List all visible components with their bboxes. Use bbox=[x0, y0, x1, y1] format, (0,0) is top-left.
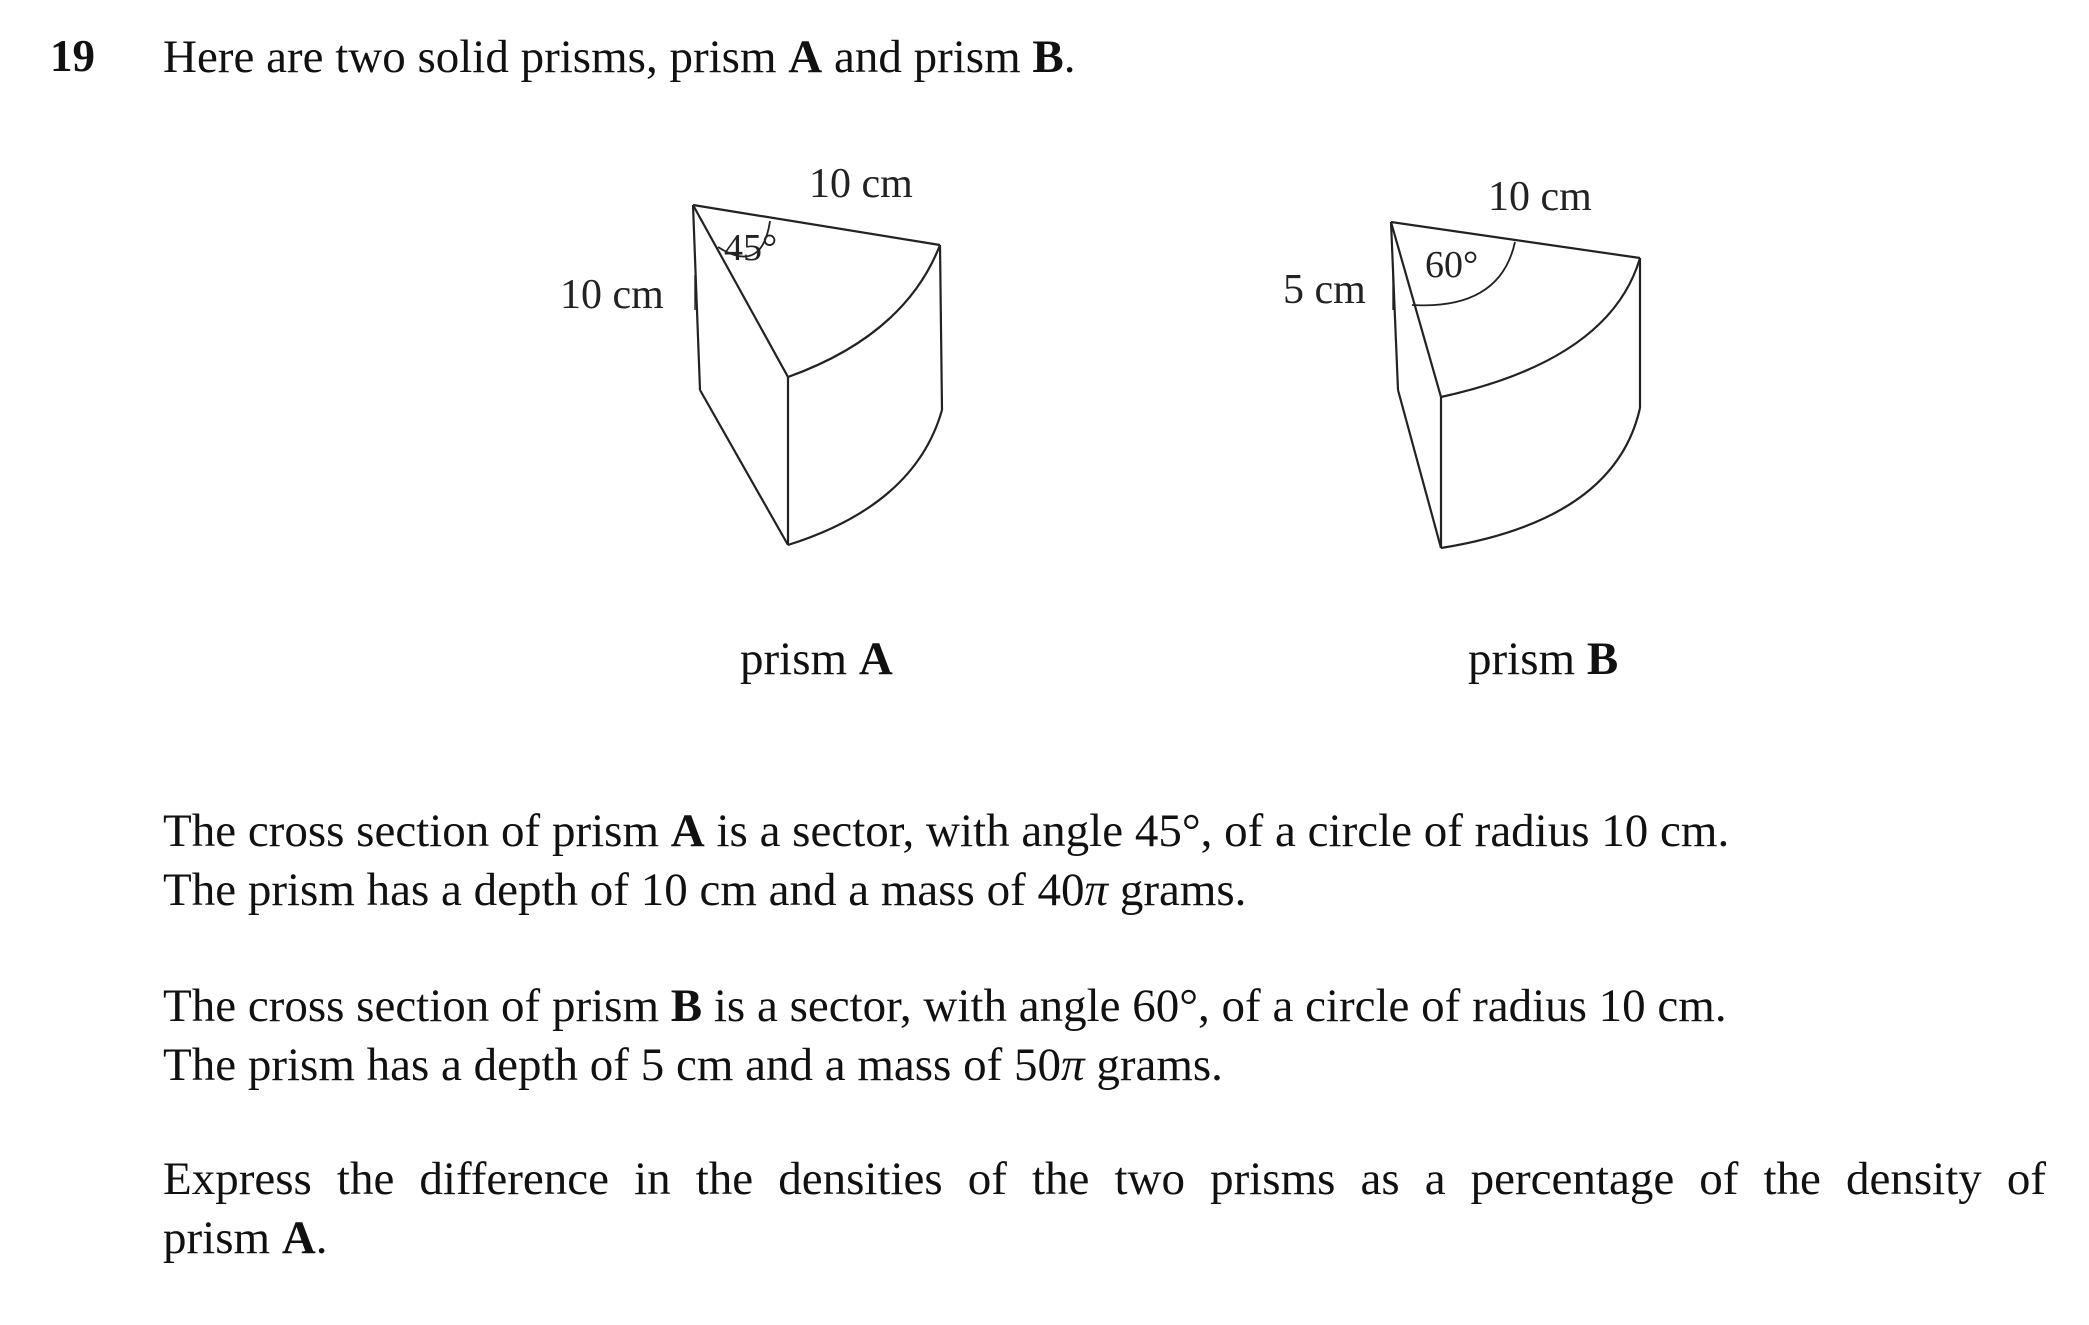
task-line-1: Express the difference in the densities of the two prisms as a percentage of the density of bbox=[163, 1153, 2046, 1205]
paragraph-a-line-1-letter: A bbox=[670, 805, 705, 857]
intro-text-start: Here are two solid prisms, prism bbox=[163, 31, 789, 83]
task-line-2 bbox=[163, 1209, 2046, 1268]
paragraph-a-line-2-end: grams. bbox=[1108, 864, 1247, 916]
prism-a-top-label: 10 cm bbox=[809, 161, 913, 207]
task-line-2-end: . bbox=[315, 1212, 328, 1264]
prism-a-caption bbox=[740, 633, 893, 685]
prism-a-bottom-arc bbox=[788, 410, 942, 545]
paragraph-b-line-2 bbox=[163, 1036, 1727, 1095]
prism-b-bottom-arc bbox=[1441, 408, 1640, 548]
paragraph-prism-a bbox=[163, 802, 1729, 920]
task-line-2-start: prism bbox=[163, 1212, 282, 1264]
task-instruction bbox=[163, 1150, 2046, 1268]
paragraph-b-line-2-end: grams. bbox=[1084, 1039, 1223, 1091]
prism-a-bottom-radius bbox=[700, 390, 788, 545]
prism-b-side-label: 5 cm bbox=[1283, 267, 1366, 313]
prism-a-angle-label: 45° bbox=[724, 227, 778, 269]
prism-b-caption-letter: B bbox=[1586, 633, 1619, 685]
prism-b-back-edge bbox=[1391, 222, 1398, 390]
prism-a-side-label: 10 cm bbox=[560, 272, 664, 318]
prism-a-caption-letter: A bbox=[858, 633, 893, 685]
prism-b-top-label: 10 cm bbox=[1488, 174, 1592, 220]
paragraph-a-line-2 bbox=[163, 861, 1729, 920]
paragraph-b-line-1-start: The cross section of prism bbox=[163, 980, 671, 1032]
paragraph-a-line-1-start: The cross section of prism bbox=[163, 805, 671, 857]
prism-a-caption-prefix: prism bbox=[740, 633, 859, 685]
prism-b-caption-prefix: prism bbox=[1468, 633, 1587, 685]
question-number: 19 bbox=[50, 31, 95, 81]
paragraph-a-line-2-start: The prism has a depth of 10 cm and a mass of 40 bbox=[163, 864, 1085, 916]
task-line-2-letter: A bbox=[281, 1212, 316, 1264]
intro-text-middle: and prism bbox=[822, 31, 1033, 83]
intro-prism-b-label: B bbox=[1032, 31, 1064, 83]
prism-a-top-arc bbox=[788, 245, 940, 377]
intro-text-end: . bbox=[1063, 31, 1076, 83]
intro-prism-a-label: A bbox=[788, 31, 823, 83]
paragraph-b-line-1-letter: B bbox=[670, 980, 703, 1032]
paragraph-a-line-1-end: is a sector, with angle 45°, of a circle of radius 10 cm. bbox=[704, 805, 1730, 857]
paragraph-a-line-1 bbox=[163, 802, 1729, 861]
paragraph-prism-b bbox=[163, 977, 1727, 1095]
paragraph-b-line-2-start: The prism has a depth of 5 cm and a mass of 50 bbox=[163, 1039, 1062, 1091]
paragraph-b-pi-symbol: π bbox=[1061, 1039, 1085, 1091]
paragraph-b-line-1 bbox=[163, 977, 1727, 1036]
paragraph-b-line-1-end: is a sector, with angle 60°, of a circle of radius 10 cm. bbox=[702, 980, 1727, 1032]
prism-b-angle-label: 60° bbox=[1425, 244, 1479, 286]
prism-b-bottom-radius bbox=[1398, 390, 1441, 548]
prism-a-right-edge bbox=[940, 245, 942, 410]
paragraph-a-pi-symbol: π bbox=[1084, 864, 1109, 916]
prism-a-back-edge bbox=[693, 205, 700, 390]
prism-b-caption bbox=[1468, 633, 1619, 685]
